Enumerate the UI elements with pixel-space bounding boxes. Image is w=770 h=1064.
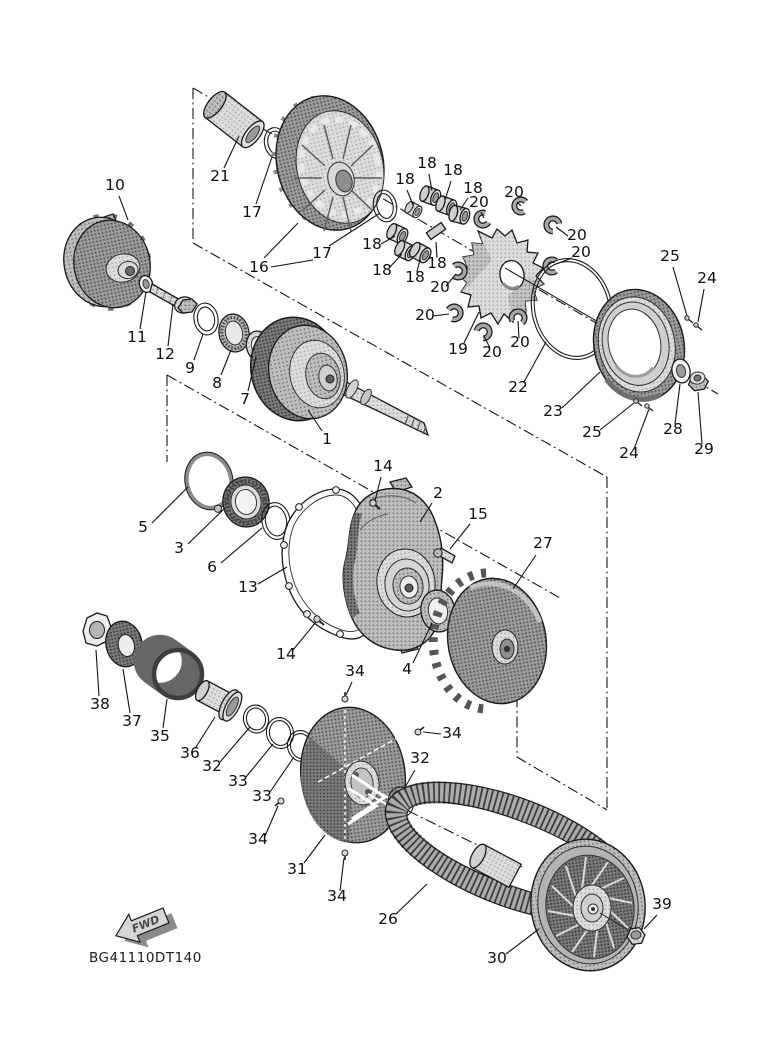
part-12-bolt xyxy=(150,284,197,315)
part-1-primary-shaft xyxy=(241,309,428,435)
callout-number: 3 xyxy=(174,539,184,557)
callout-30 xyxy=(487,929,539,967)
part-23-cover-plate xyxy=(583,281,694,409)
callout-33 xyxy=(228,744,273,790)
leader-line xyxy=(634,409,649,449)
callout-number: 23 xyxy=(543,402,563,420)
callout-20 xyxy=(510,321,530,351)
leader-line xyxy=(264,223,298,258)
leader-line xyxy=(270,757,294,792)
callout-number: 6 xyxy=(207,558,217,576)
callout-29 xyxy=(694,392,714,458)
leader-line xyxy=(221,528,262,563)
callout-number: 18 xyxy=(395,170,415,188)
callout-number: 13 xyxy=(238,578,258,596)
callout-21 xyxy=(210,136,239,185)
callout-number: 32 xyxy=(410,749,430,767)
callout-number: 34 xyxy=(327,887,347,905)
callout-18 xyxy=(427,242,447,272)
leader-line xyxy=(506,929,539,954)
part-16-clutch-housing xyxy=(262,84,398,242)
callout-number: 19 xyxy=(448,340,468,358)
callout-25 xyxy=(582,403,634,441)
callout-24 xyxy=(619,409,649,462)
leader-line xyxy=(196,717,215,747)
part-35-spring xyxy=(136,637,202,698)
leader-line xyxy=(271,260,313,267)
part-21-collar xyxy=(200,88,269,151)
callout-14 xyxy=(276,622,316,663)
callout-number: 20 xyxy=(567,226,587,244)
callout-number: 18 xyxy=(427,254,447,272)
callout-23 xyxy=(543,372,600,420)
callout-number: 20 xyxy=(571,243,591,261)
callout-number: 17 xyxy=(242,203,262,221)
callout-number: 4 xyxy=(402,660,412,678)
callout-number: 20 xyxy=(510,333,530,351)
callout-20 xyxy=(556,226,587,244)
callout-number: 38 xyxy=(90,695,110,713)
callout-20 xyxy=(556,243,591,264)
callout-number: 8 xyxy=(212,374,222,392)
leader-line xyxy=(675,384,680,424)
callout-36 xyxy=(180,717,215,762)
leader-line xyxy=(246,744,273,777)
callout-10 xyxy=(105,176,128,220)
callout-number: 22 xyxy=(508,378,528,396)
callout-number: 14 xyxy=(373,457,393,475)
callout-number: 28 xyxy=(663,420,683,438)
leader-line xyxy=(256,157,272,204)
leader-line xyxy=(188,508,225,544)
diagram-code: BG41110DT140 xyxy=(89,950,202,966)
part-10-hub xyxy=(55,209,158,316)
callout-number: 29 xyxy=(694,440,714,458)
callout-number: 10 xyxy=(105,176,125,194)
callout-24 xyxy=(697,269,717,322)
callout-number: 30 xyxy=(487,949,507,967)
leader-line xyxy=(119,196,128,220)
callout-34 xyxy=(327,858,347,905)
callout-34 xyxy=(345,662,365,695)
callout-number: 18 xyxy=(417,154,437,172)
leader-line xyxy=(673,267,687,316)
callout-number: 27 xyxy=(533,534,553,552)
callout-number: 34 xyxy=(442,724,462,742)
callout-38 xyxy=(90,650,110,713)
callout-number: 14 xyxy=(276,645,296,663)
leader-line xyxy=(304,835,325,863)
callout-39 xyxy=(644,895,672,929)
leader-line xyxy=(140,292,146,329)
callout-number: 17 xyxy=(312,244,332,262)
leader-line xyxy=(346,682,352,695)
callout-number: 15 xyxy=(468,505,488,523)
callout-number: 20 xyxy=(469,193,489,211)
callout-16 xyxy=(249,223,313,276)
leader-line xyxy=(698,289,704,322)
leader-line xyxy=(123,669,130,713)
callout-18 xyxy=(372,254,402,279)
callout-number: 12 xyxy=(155,345,175,363)
leader-line xyxy=(168,304,173,346)
callout-27 xyxy=(513,534,553,589)
callout-6 xyxy=(207,528,262,576)
leader-line xyxy=(433,314,449,316)
leader-line xyxy=(163,699,167,728)
callout-5 xyxy=(138,487,188,536)
leader-line xyxy=(258,567,287,584)
leader-line xyxy=(644,915,657,929)
part-3-bearing xyxy=(219,473,273,530)
leader-line xyxy=(220,727,250,762)
callout-number: 39 xyxy=(652,895,672,913)
callout-number: 20 xyxy=(504,183,524,201)
callout-number: 18 xyxy=(463,179,483,197)
callout-17 xyxy=(242,157,272,221)
callout-number: 35 xyxy=(150,727,170,745)
callout-number: 32 xyxy=(202,757,222,775)
callout-20 xyxy=(430,274,456,296)
callout-number: 18 xyxy=(443,161,463,179)
leader-line xyxy=(698,392,702,444)
part-27-fixed-sheave xyxy=(433,570,556,711)
callout-33 xyxy=(252,757,294,805)
leader-line xyxy=(396,884,427,914)
callout-number: 18 xyxy=(405,268,425,286)
callout-18 xyxy=(443,161,463,200)
callout-number: 1 xyxy=(322,430,332,448)
callout-32 xyxy=(202,727,250,775)
callout-20 xyxy=(415,306,449,324)
callout-number: 5 xyxy=(138,518,148,536)
callout-35 xyxy=(150,699,170,745)
callout-15 xyxy=(450,505,488,549)
callout-34 xyxy=(248,806,278,848)
callout-number: 20 xyxy=(415,306,435,324)
callout-number: 33 xyxy=(252,787,272,805)
callout-13 xyxy=(238,567,287,596)
callout-number: 26 xyxy=(378,910,398,928)
callout-number: 21 xyxy=(210,167,230,185)
leader-line xyxy=(293,622,316,650)
callout-number: 18 xyxy=(372,261,392,279)
callout-number: 34 xyxy=(345,662,365,680)
callout-34 xyxy=(423,724,462,742)
callout-number: 11 xyxy=(127,328,147,346)
fwd-label: FWD xyxy=(129,912,162,936)
callout-number: 36 xyxy=(180,744,200,762)
callout-26 xyxy=(378,884,427,928)
callout-8 xyxy=(212,350,231,392)
callout-number: 37 xyxy=(122,712,142,730)
callout-37 xyxy=(122,669,142,730)
callout-number: 33 xyxy=(228,772,248,790)
fwd-arrow xyxy=(110,899,180,957)
leader-line xyxy=(96,650,99,696)
leader-line xyxy=(221,350,231,375)
callout-number: 25 xyxy=(660,247,680,265)
callout-9 xyxy=(185,334,203,377)
callout-number: 20 xyxy=(430,278,450,296)
callout-number: 20 xyxy=(482,343,502,361)
callout-3 xyxy=(174,508,225,557)
leader-line xyxy=(194,334,203,360)
leader-line xyxy=(423,732,441,734)
callout-18 xyxy=(395,170,415,205)
callout-number: 24 xyxy=(697,269,717,287)
callout-number: 24 xyxy=(619,444,639,462)
callout-number: 7 xyxy=(240,390,250,408)
part-18-rollers xyxy=(385,185,472,265)
callout-number: 31 xyxy=(287,860,307,878)
callout-12 xyxy=(155,304,175,363)
callout-number: 18 xyxy=(362,235,382,253)
callout-number: 16 xyxy=(249,258,269,276)
callout-number: 9 xyxy=(185,359,195,377)
callout-number: 25 xyxy=(582,423,602,441)
callout-number: 2 xyxy=(433,484,443,502)
callout-31 xyxy=(287,835,325,878)
leader-line xyxy=(562,372,600,408)
leader-line xyxy=(224,136,239,168)
leader-line xyxy=(513,555,536,589)
leader-line xyxy=(600,403,634,430)
callout-number: 34 xyxy=(248,830,268,848)
leader-line xyxy=(152,487,188,523)
leader-line xyxy=(445,181,451,200)
